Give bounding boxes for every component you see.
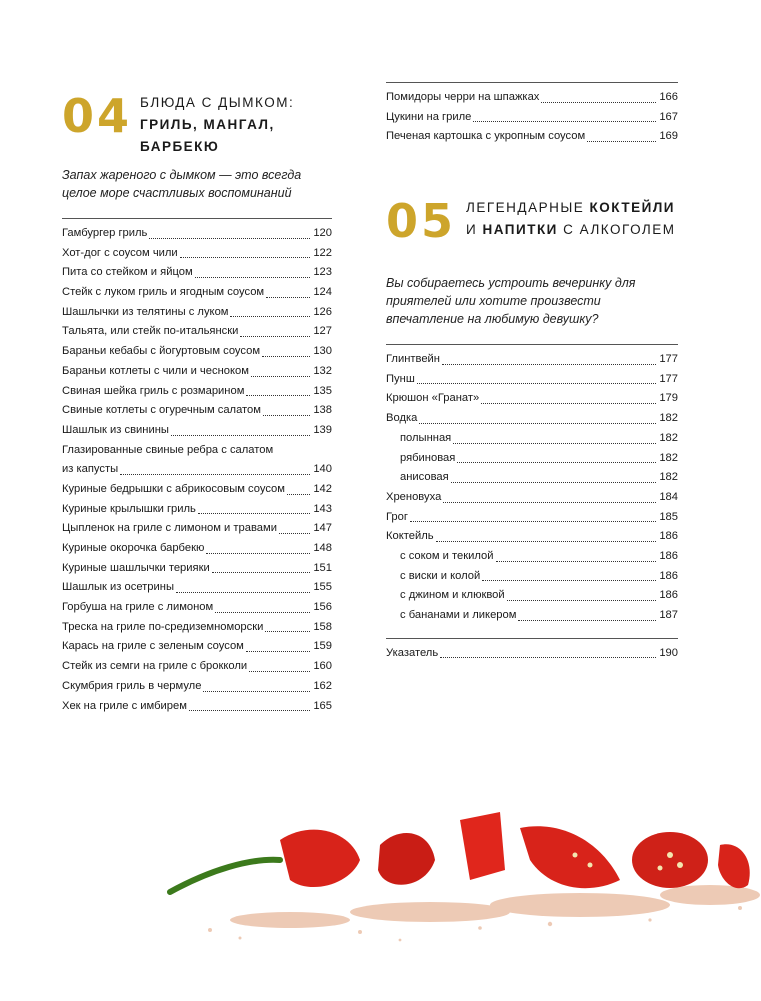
toc-entry (386, 409, 678, 429)
dot-leader (473, 120, 656, 122)
toc-entry (62, 224, 332, 244)
pepper-piece (520, 826, 620, 888)
toc-entry (62, 539, 332, 559)
toc-entry (386, 567, 678, 587)
toc-entry (62, 677, 332, 697)
dot-leader (453, 442, 656, 444)
dot-leader (518, 619, 656, 621)
toc-entry (62, 500, 332, 520)
dot-leader (279, 532, 310, 534)
toc-page-number: 156 (313, 601, 332, 614)
toc-page-number: 127 (313, 325, 332, 338)
toc-page-number: 155 (313, 581, 332, 594)
toc-page-number: 142 (313, 482, 332, 495)
section-05-number: 05 (386, 194, 457, 249)
toc-page-number: 160 (313, 660, 332, 673)
toc-title: Шашлык из свинины (62, 423, 169, 436)
toc-title: Стейк с луком гриль и ягодным соусом (62, 286, 265, 299)
toc-page-number: 132 (313, 364, 332, 377)
toc-title: Куриные крылышки гриль (62, 502, 196, 515)
dot-leader (249, 670, 310, 672)
toc-page-number: 182 (659, 451, 678, 464)
dot-leader (180, 256, 310, 258)
dot-leader (189, 709, 310, 711)
toc-page-number: 138 (313, 404, 332, 417)
dot-leader (171, 434, 310, 436)
toc-page-number: 159 (313, 640, 332, 653)
toc-title: Хот-дог с соусом чили (62, 246, 178, 259)
section-05-toc (386, 350, 678, 626)
index-entry (386, 644, 678, 664)
toc-page-number: 177 (659, 353, 678, 366)
toc-entry (386, 488, 678, 508)
dot-leader (120, 473, 310, 475)
toc-page-number: 158 (313, 620, 332, 633)
toc-title: Пита со стейком и яйцом (62, 266, 193, 279)
toc-entry (386, 88, 678, 108)
toc-entry (386, 468, 678, 488)
toc-page-number: 166 (659, 91, 678, 103)
toc-page-number: 177 (659, 372, 678, 385)
toc-title: Грог (386, 510, 408, 523)
dot-leader (149, 237, 310, 239)
dot-leader (266, 296, 310, 298)
toc-entry (386, 527, 678, 547)
toc-page-number: 147 (313, 522, 332, 535)
dot-leader (215, 611, 310, 613)
toc-title: Цукини на гриле (386, 110, 472, 123)
toc-title: Цыпленок на гриле с лимоном и травами (62, 522, 277, 535)
toc-entry (386, 370, 678, 390)
toc-title: Водка (386, 412, 418, 425)
toc-entry (62, 559, 332, 579)
toc-page-number: 186 (659, 589, 678, 602)
toc-page-number: 122 (313, 246, 332, 259)
dot-leader (410, 520, 656, 522)
toc-entry (62, 519, 332, 539)
toc-page-number: 167 (659, 110, 678, 123)
dot-leader (419, 422, 656, 424)
toc-entry (386, 586, 678, 606)
right-column (386, 88, 678, 663)
section-04-title-line2: ГРИЛЬ, МАНГАЛ, БАРБЕКЮ (140, 117, 275, 154)
toc-title: Стейк из семги на гриле с брокколи (62, 660, 248, 673)
toc-page-number: 135 (313, 384, 332, 397)
toc-title: с соком и текилой (400, 549, 494, 562)
divider (386, 82, 678, 83)
dot-leader (481, 402, 656, 404)
toc-entry (386, 547, 678, 567)
left-column (62, 88, 332, 716)
toc-title: Бараньи котлеты с чили и чесноком (62, 364, 249, 377)
dot-leader (436, 540, 656, 542)
toc-title: Горбуша на гриле с лимоном (62, 601, 214, 614)
toc-entry (62, 382, 332, 402)
dot-leader (265, 630, 310, 632)
toc-page-number: 187 (659, 609, 678, 621)
section-04-title-line1: БЛЮДА С ДЫМКОМ: (140, 95, 295, 110)
dot-leader (176, 591, 310, 593)
toc-page-number: 186 (659, 530, 678, 543)
toc-entry (62, 460, 332, 480)
toc-page-number: 184 (659, 490, 678, 503)
section-05-title-line1 (466, 197, 676, 219)
toc-page-number: 169 (659, 130, 678, 143)
toc-entry (386, 429, 678, 449)
toc-page-number: 185 (659, 510, 678, 523)
toc-page-number: 182 (659, 471, 678, 484)
toc-page-number: 139 (313, 423, 332, 436)
section-05-title-line2 (466, 219, 676, 241)
spice-flakes (208, 885, 760, 941)
toc-entry (386, 389, 678, 409)
toc-title: Куриные шашлычки терияки (62, 561, 210, 574)
toc-page-number: 120 (313, 227, 332, 239)
toc-title: Карась на гриле с зеленым соусом (62, 640, 244, 653)
dot-leader (198, 512, 310, 514)
toc-page-number: 186 (659, 569, 678, 582)
toc-page-number: 126 (313, 305, 332, 318)
dot-leader (443, 501, 656, 503)
section-04-header (62, 88, 332, 154)
toc-title: Куриные бедрышки с абрикосовым соусом (62, 482, 285, 495)
toc-page-number: 165 (313, 699, 332, 712)
divider (386, 638, 678, 639)
dot-leader (262, 355, 310, 357)
title-text: НАПИТКИ (482, 222, 558, 238)
divider (62, 218, 332, 219)
toc-entry (62, 697, 332, 717)
toc-entry (386, 127, 678, 147)
toc-entry (62, 322, 332, 342)
toc-page-number: 140 (313, 463, 332, 476)
toc-page-number: 190 (659, 646, 678, 659)
toc-entry (62, 244, 332, 264)
toc-title: рябиновая (400, 451, 456, 464)
toc-title: Гамбургер гриль (62, 227, 148, 239)
section-05-header (386, 193, 678, 249)
toc-title: Коктейль (386, 530, 434, 543)
section-04-title (140, 92, 332, 158)
toc-entry (386, 606, 678, 626)
toc-title: Хек на гриле с имбирем (62, 699, 187, 712)
toc-title: Треска на гриле по-средиземноморски (62, 620, 264, 633)
section-05-title (466, 197, 676, 241)
dot-leader (417, 382, 656, 384)
toc-entry (62, 303, 332, 323)
toc-entry (62, 441, 332, 461)
toc-title: Глинтвейн (386, 353, 440, 366)
dot-leader (482, 579, 656, 581)
toc-title: Бараньи кебабы с йогуртовым соусом (62, 345, 261, 358)
dot-leader (203, 690, 310, 692)
section-05-intro: Вы собираетесь устроить вечеринку для приятелей или хотите произвести впечатление на любимую девушку? (386, 276, 636, 327)
toc-title: с джином и клюквой (400, 589, 505, 602)
dot-leader (587, 140, 656, 142)
toc-entry (62, 480, 332, 500)
toc-entry (62, 401, 332, 421)
dot-leader (212, 571, 310, 573)
toc-title: анисовая (400, 471, 449, 484)
toc-entry (386, 350, 678, 370)
dot-leader (507, 599, 656, 601)
dot-leader (246, 394, 310, 396)
dot-leader (442, 363, 656, 365)
toc-entry (62, 283, 332, 303)
toc-page-number: 182 (659, 431, 678, 444)
title-text: И (466, 222, 483, 238)
toc-page-number: 162 (313, 679, 332, 692)
toc-title: Куриные окорочка барбекю (62, 542, 205, 554)
section-04-intro: Запах жареного с дымком — это всегда целое море счастливых воспоминаний (62, 168, 302, 200)
dot-leader (451, 481, 656, 483)
section-04-toc (62, 224, 332, 716)
toc-entry (386, 508, 678, 528)
dot-leader (541, 101, 656, 103)
toc-title: Глазированные свиные ребра с салатом (62, 443, 274, 456)
toc-title: Тальята, или стейк по-итальянски (62, 325, 239, 338)
toc-entry (62, 657, 332, 677)
toc-page-number: 186 (659, 549, 678, 562)
toc-entry (62, 362, 332, 382)
dot-leader (287, 493, 310, 495)
toc-page-number: 143 (313, 502, 332, 515)
toc-entry (62, 618, 332, 638)
toc-page-number: 130 (313, 345, 332, 358)
toc-page-number: 151 (313, 561, 332, 574)
toc-title: Шашлычки из телятины с луком (62, 305, 229, 318)
toc-title: с виски и колой (400, 569, 481, 582)
toc-entry (386, 108, 678, 128)
dot-leader (251, 375, 310, 377)
dot-leader (195, 276, 310, 278)
dot-leader (457, 461, 656, 463)
toc-title: из капусты (62, 463, 119, 476)
toc-title: Хреновуха (386, 490, 442, 503)
pepper-piece (280, 830, 360, 887)
toc-entry (62, 342, 332, 362)
toc-title: Печеная картошка с укропным соусом (386, 130, 586, 143)
pepper-piece (460, 812, 505, 880)
toc-title: Крюшон «Гранат» (386, 392, 480, 405)
pepper-piece (378, 833, 435, 885)
pepper-stem (170, 860, 280, 892)
chili-peppers-illustration (150, 800, 761, 950)
toc-page-number: 182 (659, 412, 678, 425)
dot-leader (206, 552, 310, 554)
toc-entry (62, 263, 332, 283)
toc-title: Свиная шейка гриль с розмарином (62, 384, 245, 397)
section-04-number: 04 (62, 89, 133, 143)
toc-title: Скумбрия гриль в чермуле (62, 679, 202, 692)
toc-page-number: 123 (313, 266, 332, 279)
title-text: КОКТЕЙЛИ (589, 200, 675, 216)
dot-leader (246, 650, 310, 652)
title-text: С АЛКОГОЛЕМ (557, 222, 676, 238)
toc-entry (386, 644, 678, 664)
toc-title: Пунш (386, 372, 415, 385)
toc-title: полынная (400, 431, 452, 444)
toc-page-number: 124 (313, 286, 332, 299)
toc-title: Указатель (386, 646, 439, 659)
toc-entry (62, 578, 332, 598)
pepper-piece (718, 844, 750, 888)
title-text: ЛЕГЕНДАРНЫЕ (466, 200, 590, 216)
toc-entry (386, 449, 678, 469)
toc-entry (62, 598, 332, 618)
dot-leader (440, 656, 656, 658)
toc-page-number: 148 (313, 542, 332, 554)
dot-leader (230, 315, 310, 317)
toc-title: Свиные котлеты с огуречным салатом (62, 404, 261, 417)
dot-leader (263, 414, 310, 416)
toc-title: Шашлык из осетрины (62, 581, 174, 594)
divider (386, 344, 678, 345)
toc-title: с бананами и ликером (400, 609, 517, 621)
section-04-toc-continued (386, 88, 678, 147)
toc-entry (62, 421, 332, 441)
toc-entry (62, 637, 332, 657)
pepper-piece (632, 832, 708, 888)
toc-title: Помидоры черри на шпажках (386, 91, 540, 103)
dot-leader (496, 560, 656, 562)
dot-leader (240, 335, 310, 337)
toc-page-number: 179 (659, 392, 678, 405)
